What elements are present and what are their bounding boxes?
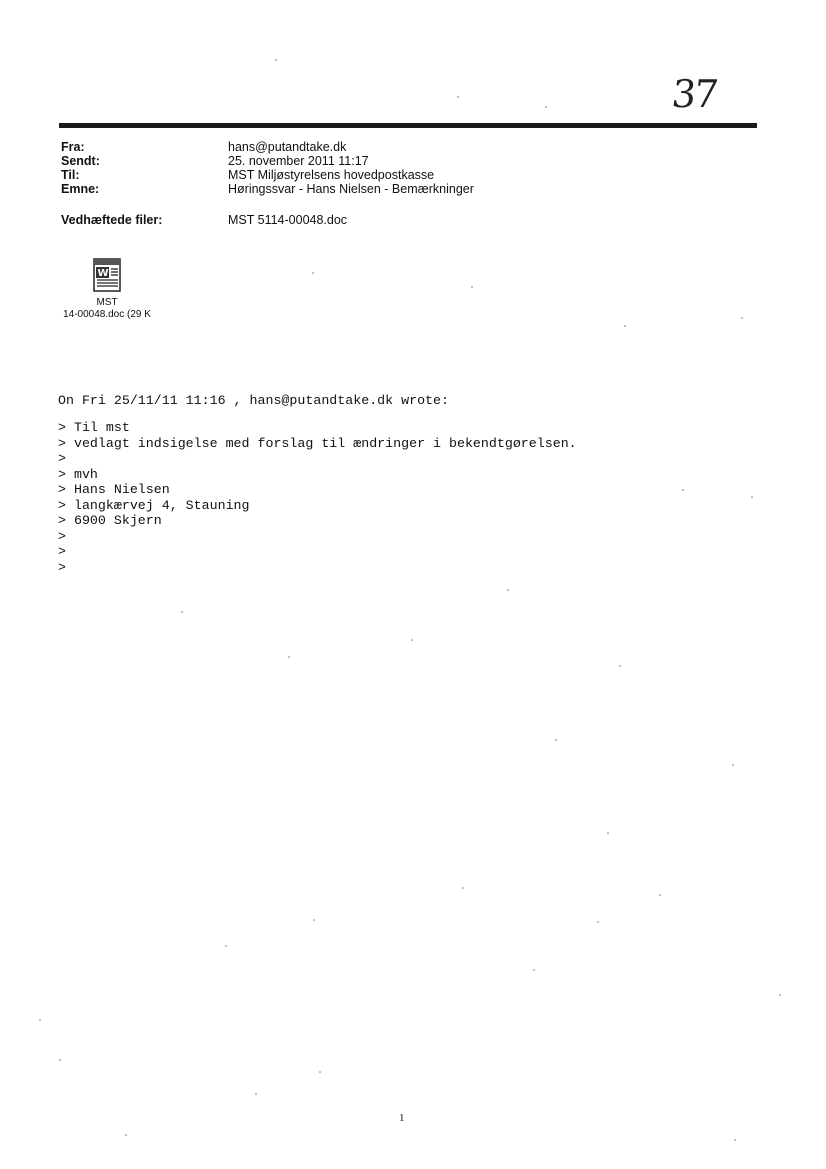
quoted-line: >: [58, 451, 66, 466]
quoted-line: > vedlagt indsigelse med forslag til ændringer i bekendtgørelsen.: [58, 435, 577, 451]
quoted-line: > mvh: [58, 466, 98, 482]
quoted-line: > langkærvej 4, Stauning: [58, 497, 250, 513]
from-label: Fra:: [61, 140, 85, 154]
attachments-label: Vedhæftede filer:: [61, 213, 163, 227]
sent-value: 25. november 2011 11:17: [228, 154, 369, 168]
attachment-caption-name[interactable]: MST: [96, 297, 118, 308]
from-value: hans@putandtake.dk: [228, 140, 347, 154]
svg-text:W: W: [97, 268, 109, 279]
attachment-caption-file[interactable]: 14-00048.doc (29 K: [63, 309, 151, 320]
quoted-line: >: [58, 528, 66, 544]
to-value: MST Miljøstyrelsens hovedpostkasse: [228, 168, 435, 182]
quoted-line: > Til mst: [58, 420, 130, 435]
attachments-value: MST 5114-00048.doc: [228, 213, 348, 227]
word-document-icon[interactable]: [91, 258, 123, 292]
sent-label: Sendt:: [61, 154, 100, 168]
subject-label: Emne:: [61, 182, 100, 196]
quoted-line: > 6900 Skjern: [58, 513, 162, 528]
handwritten-page-mark: 37: [669, 72, 719, 116]
quoted-line: >: [58, 559, 66, 575]
quoted-line: > Hans Nielsen: [58, 482, 170, 497]
footer-page-number: 1: [399, 1112, 405, 1124]
quoted-line: >: [58, 544, 66, 559]
reply-intro: On Fri 25/11/11 11:16 , hans@putandtake.dk wrote:: [58, 393, 449, 408]
to-label: Til:: [61, 168, 80, 182]
header-rule: [59, 123, 757, 128]
subject-value: Høringssvar - Hans Nielsen - Bemærkninger: [228, 182, 474, 196]
